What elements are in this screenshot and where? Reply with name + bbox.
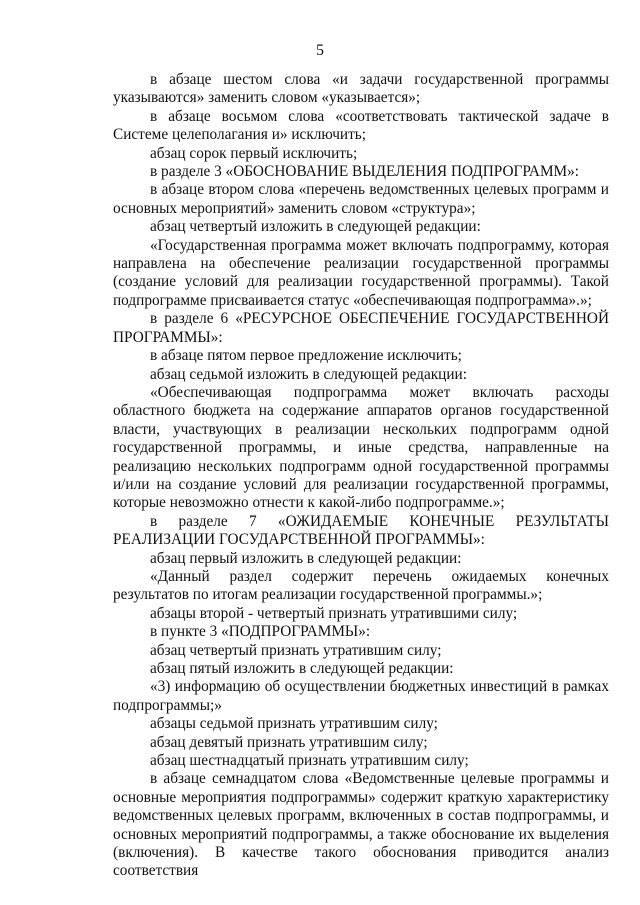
paragraph-5: в абзаце втором слова «перечень ведомственных целевых программ и основных мероприятий» заменить словом «структура»; (113, 181, 609, 217)
section-heading-subprograms: в пункте 3 «ПОДПРОГРАММЫ»: (150, 623, 371, 641)
quoted-paragraph-2: «Обеспечивающая подпрограмма может включать расходы областного бюджета на содержание аппаратов органов государственной власти, участвующих в реализации нескольких подпрограмм одной государственной программы, и иные средства, направленные на реализацию нескольких подпрограмм одной государственной программы и/или на создание условий для реализации государственной программы, которые невозможно отнести к какой-либо подпрограмме.»; (113, 383, 609, 512)
paragraph-23: в абзаце семнадцатом слова «Ведомственные целевые программы и основные мероприятия подпрограммы» содержит краткую характеристику ведомственных целевых программ, включенных в состав подпрограммы, и основных мероприятий подпрограммы, а также обоснование их выделения (включения). В качестве такого обоснования приводится анализ соответствия (113, 770, 609, 880)
paragraph-18: абзац пятый изложить в следующей редакции: (150, 660, 454, 677)
section-heading-7: в разделе 7 «ОЖИДАЕМЫЕ КОНЕЧНЫЕ РЕЗУЛЬТАТЫ РЕАЛИЗАЦИИ ГОСУДАРСТВЕННОЙ ПРОГРАММЫ»: (113, 512, 609, 549)
section-heading-3: в разделе 3 «ОБОСНОВАНИЕ ВЫДЕЛЕНИЯ ПОДПРОГРАММ»: (150, 163, 580, 181)
section-heading-6: в разделе 6 «РЕСУРСНОЕ ОБЕСПЕЧЕНИЕ ГОСУДАРСТВЕННОЙ ПРОГРАММЫ»: (113, 310, 609, 346)
paragraph-13: абзац первый изложить в следующей редакции: (150, 549, 462, 567)
page-number: 5 (316, 42, 324, 59)
document-body (113, 71, 609, 881)
quoted-paragraph-4: «3) информацию об осуществлении бюджетных инвестиций в рамках подпрограммы;» (113, 678, 609, 714)
paragraph-22: абзац шестнадцатый признать утратившим силу; (150, 752, 469, 770)
paragraph-2: в абзаце восьмом слова «соответствовать тактической задаче в Системе целеполагания и» исключить; (113, 107, 609, 144)
paragraph-15: абзацы второй - четвертый признать утратившими силу; (150, 604, 518, 622)
paragraph-20: абзацы седьмой признать утратившим силу; (150, 715, 438, 733)
paragraph-10: абзац седьмой изложить в следующей редакции: (150, 365, 467, 383)
paragraph-1: в абзаце шестом слова «и задачи государственной программы указываются» заменить словом «указывается»; (113, 71, 609, 107)
paragraph-21: абзац девятый признать утратившим силу; (150, 733, 428, 751)
paragraph-17: абзац четвертый признать утратившим силу; (150, 641, 442, 659)
quoted-paragraph-1: «Государственная программа может включать подпрограмму, которая направлена на обеспечение реализации государственной программы (создание условий для реализации государственной программы). Такой подпрограмме присваивается статус «обеспечивающая подпрограмма».»; (113, 236, 609, 309)
paragraph-3: абзац сорок первый исключить; (150, 144, 358, 162)
paragraph-6: абзац четвертый изложить в следующей редакции: (150, 218, 481, 236)
quoted-paragraph-3: «Данный раздел содержит перечень ожидаемых конечных результатов по итогам реализации государственной программы.»; (113, 567, 609, 604)
paragraph-9: в абзаце пятом первое предложение исключить; (150, 347, 462, 365)
